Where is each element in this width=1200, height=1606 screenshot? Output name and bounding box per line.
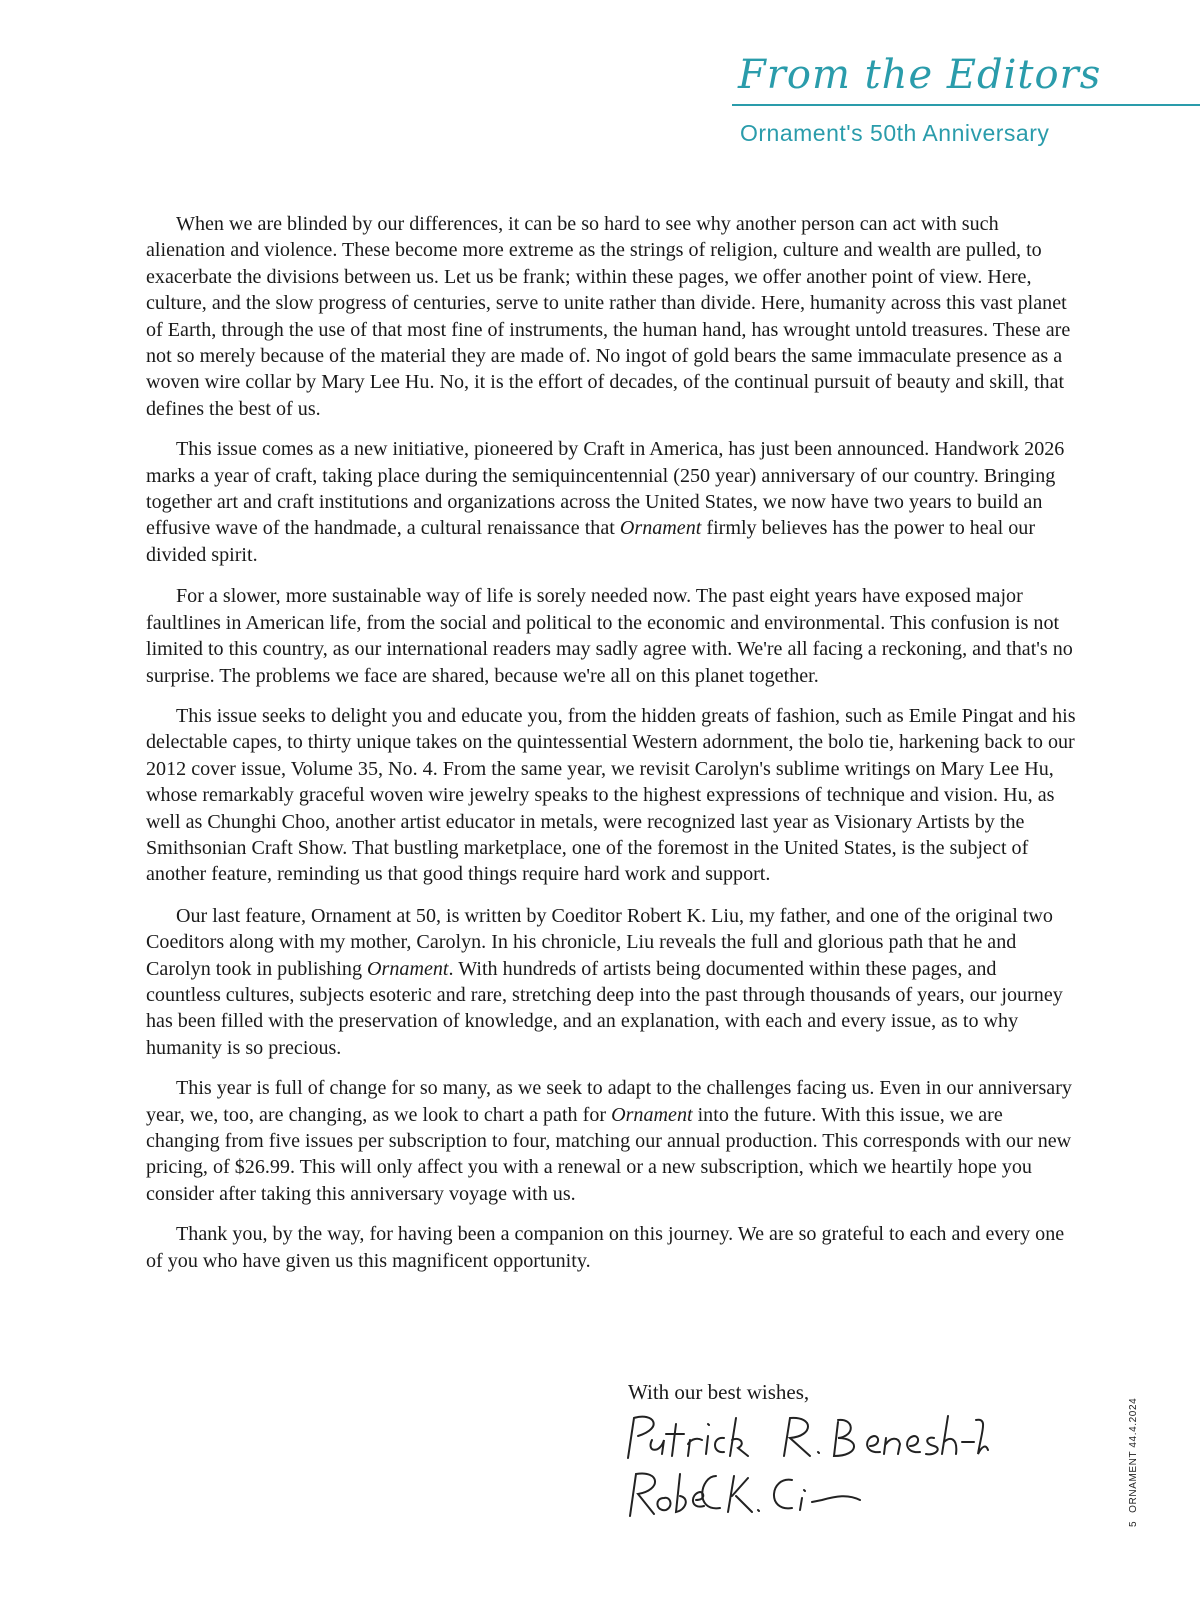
signature-patrick xyxy=(624,1410,994,1470)
closing-line: With our best wishes, xyxy=(628,1380,810,1404)
signature-robert xyxy=(624,1466,994,1526)
paragraph-6: This year is full of change for so many, as we seek to adapt to the challenges facing us. Even in our anniversary year, we, too, are changing, as we look to chart a path for Ornament into the future. With this issue, we are changing from five issues per subscription to four, matching our annual production. This corresponds with our new pricing, of $26.99. This will only affect you with a renewal or a new subscription, which we heartily hope you consider after taking this anniversary voyage with us. xyxy=(146,1077,1072,1205)
publication-name: Ornament xyxy=(367,957,449,980)
page-number: 5 xyxy=(1128,1520,1139,1527)
section-subtitle: Ornament's 50th Anniversary xyxy=(740,120,1050,146)
publication-issue: ORNAMENT 44.4.2024 xyxy=(1128,1397,1139,1513)
paragraph-2: This issue comes as a new initiative, pioneered by Craft in America, has just been announced. Handwork 2026 marks a year of craft, taking place during the semiquincentennial (250 year) anniversary of our country. Bringing together art and craft institutions and organizations across the United States, we now have two years to build an effusive wave of the handmade, a cultural renaissance that Ornament firmly believes has the power to heal our divided spirit. xyxy=(146,438,1065,566)
page-folio xyxy=(1128,1390,1139,1527)
editorial-body xyxy=(146,211,1076,1288)
title-rule xyxy=(732,104,1200,106)
paragraph-4: This issue seeks to delight you and educate you, from the hidden greats of fashion, such as Emile Pingat and his delectable capes, to thirty unique takes on the quintessential Western adornment, the bolo tie, harkening back to our 2012 cover issue, Volume 35, No. 4. From the same year, we revisit Carolyn's sublime writings on Mary Lee Hu, whose remarkably graceful woven wire jewelry speaks to the highest expressions of technique and vision. Hu, as well as Chunghi Choo, another artist educator in metals, were recognized last year as Visionary Artists by the Smithsonian Craft Show. That bustling marketplace, one of the foremost in the United States, is the subject of another feature, reminding us that good things require hard work and support. xyxy=(146,704,1076,886)
publication-name: Ornament xyxy=(619,517,702,540)
paragraph-3: For a slower, more sustainable way of life is sorely needed now. The past eight years have exposed major faultlines in American life, from the social and political to the economic and environmental. This confusion is not limited to this country, as our international readers may sadly agree with. We're all facing a reckoning, and that's no surprise. The problems we face are shared, because we're all on this planet together. xyxy=(146,585,1073,687)
editor-signatures xyxy=(624,1410,994,1530)
paragraph-5: Our last feature, Ornament at 50, is written by Coeditor Robert K. Liu, my father, and one of the original two Coeditors along with my mother, Carolyn. In his chronicle, Liu reveals the full and glorious path that he and Carolyn took in publishing Ornament. With hundreds of artists being documented within these pages, and countless cultures, subjects esoteric and rare, stretching deep into the past through thousands of years, our journey has been filled with the preservation of knowledge, and an explanation, with each and every issue, as to why humanity is so precious. xyxy=(146,904,1063,1059)
paragraph-1: When we are blinded by our differences, it can be so hard to see why another person can act with such alienation and violence. These become more extreme as the strings of religion, culture and wealth are pulled, to exacerbate the divisions between us. Let us be frank; within these pages, we offer another point of view. Here, culture, and the slow progress of centuries, serve to unite rather than divide. Here, humanity across this vast planet of Earth, through the use of that most fine of instruments, the human hand, has wrought untold treasures. These are not so merely because of the material they are made of. No ingot of gold bears the same immaculate presence as a woven wire collar by Mary Lee Hu. No, it is the effort of decades, of the continual pursuit of beauty and skill, that defines the best of us. xyxy=(146,213,1071,420)
paragraph-7: Thank you, by the way, for having been a companion on this journey. We are so grateful to each and every one of you who have given us this magnificent opportunity. xyxy=(146,1223,1065,1272)
section-title: From the Editors xyxy=(738,52,1102,98)
publication-name: Ornament xyxy=(611,1103,693,1126)
